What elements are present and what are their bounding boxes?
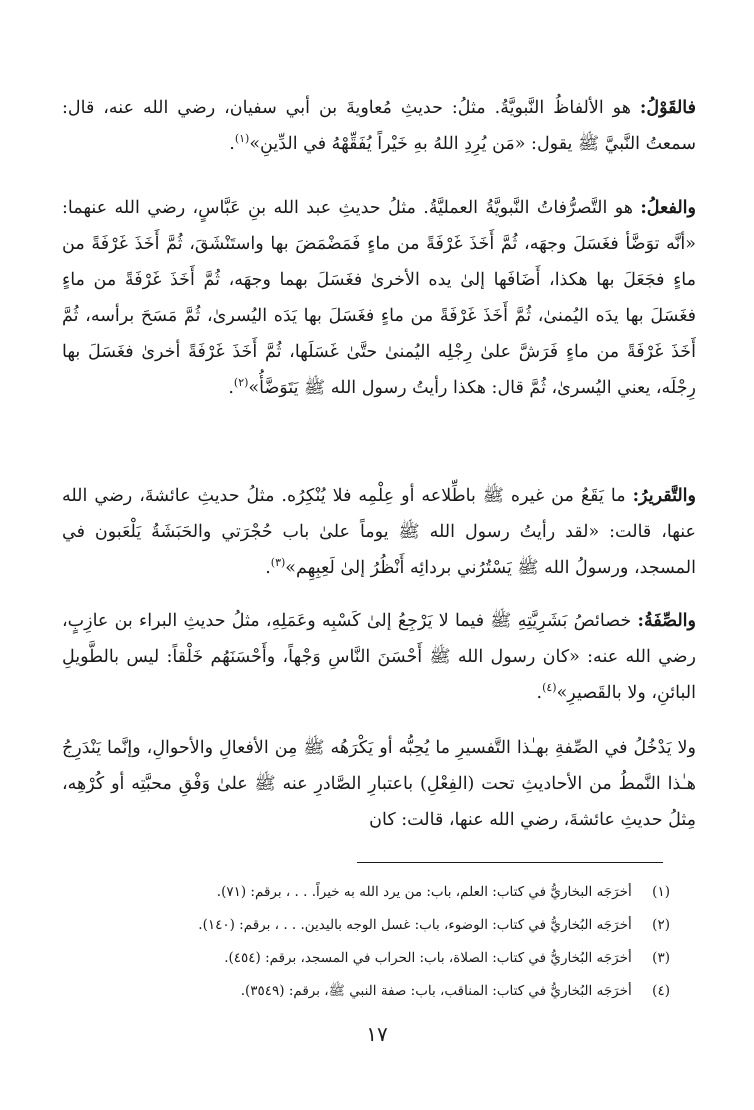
footnote-text: أخرَجَه البخاريُّ في كتاب: العلم، باب: من يرد الله به خيراً. . . ، برقم: (٧١). xyxy=(216,884,632,900)
paragraph-text: هو الألفاظُ النَّبويَّةُ. مثلُ: حديثِ مُعاويةَ بن أبي سفيان، رضي الله عنه، قال: سمعتُ النَّبيَّ ﷺ يقول: «مَن يُرِدِ اللهُ بهِ خَيْراً يُفَقِّهْهُ في الدِّينِ» xyxy=(62,98,696,154)
footnote-reference[interactable]: (٣) xyxy=(270,556,286,570)
footnote-number: (٢) xyxy=(652,917,670,933)
footnote-text: أخرَجَه البُخاريُّ في كتاب: الصلاة، باب: الحراب في المسجد، برقم: (٤٥٤). xyxy=(224,950,632,966)
paragraph-continuation xyxy=(62,730,696,838)
footnote-text: أخرَجَه البُخاريُّ في كتاب: المناقب، باب: صفة النبي ﷺ، برقم: (٣٥٤٩). xyxy=(240,983,632,999)
footnote-reference[interactable]: (١) xyxy=(234,132,250,146)
term-heading: فالقَوْلُ: xyxy=(639,98,696,118)
paragraph-text: ولا يَدْخُلُ في الصِّفةِ بهـٰذا التَّفسيرِ ما يُحِبُّه أو يَكْرَهُه ﷺ مِن الأفعالِ والأحوالِ، وإنَّما يَنْدَرِجُ هـٰذا النَّمطُ من الأحاديثِ تحت (الفِعْلِ) باعتبارِ الصَّادرِ عنه ﷺ علىٰ وَفْقِ محبَّتِه أو كُرْهِه، مِثلُ حديثِ عائشةَ، رضي الله عنها، قالت: كان xyxy=(62,738,696,830)
footnote-number: (٣) xyxy=(652,950,670,966)
paragraph-fil xyxy=(62,190,696,406)
paragraph-taqrir xyxy=(62,478,696,586)
paragraph-text: خصائصُ بَشَرِيَّتِهِ ﷺ فيما لا يَرْجِعُ إلىٰ كَسْبِه وعَمَلِهِ، مثلُ حديثِ البراء بن عازِبٍ، رضي الله عنه: «كان رسول الله ﷺ أَحْسَنَ النَّاسِ وَجْهاً، وأَحْسَنَهُم خَلْقاً: ليس بالطَّويلِ البائنِ، ولا بالقَصيرِ» xyxy=(62,611,696,703)
paragraph-end: . xyxy=(228,378,234,398)
footnote-text: أخرَجَه البُخاريُّ في كتاب: الوضوء، باب: غسل الوجه باليدين. . . ، برقم: (١٤٠). xyxy=(198,917,632,933)
footnote-divider xyxy=(357,862,663,863)
footnote-item xyxy=(70,876,670,909)
term-heading: والفعلُ: xyxy=(640,198,696,218)
paragraph-text: ما يَقَعُ من غيره ﷺ باطِّلاعه أو عِلْمِه فلا يُنْكِرُه. مثلُ حديثِ عائشةَ، رضي الله عنها، قالت: «لقد رأيتُ رسول الله ﷺ يوماً علىٰ باب حُجْرَتي والحَبَشَةُ يَلْعَبون في المسجد، ورسولُ الله ﷺ يَسْتُرُني بردائِه أَنْظُرُ إلىٰ لَعِبِهِم» xyxy=(62,486,696,578)
footnote-number: (١) xyxy=(652,884,670,900)
paragraph-end: . xyxy=(265,558,271,578)
footnote-reference[interactable]: (٢) xyxy=(233,376,249,390)
footnote-item xyxy=(70,909,670,942)
page-number: ١٧ xyxy=(366,1022,388,1046)
paragraph-end: . xyxy=(229,134,235,154)
footnote-item xyxy=(70,942,670,975)
term-heading: والتَّقريرُ: xyxy=(632,486,696,506)
footnote-item xyxy=(70,975,670,1008)
paragraph-qawl xyxy=(62,90,696,162)
paragraph-text: هو التَّصرُّفاتُ النَّبويَّةُ العمليَّةُ. مثلُ حديثِ عبد الله بنِ عَبَّاسٍ، رضي الله عنهما: «أنَّه توَضَّأ فغَسَلَ وجهَه، ثُمَّ أَخَذَ غَرْفَةً من ماءٍ فَمَضْمَضَ بها واستَنْشَقَ، ثُمَّ أَخَذَ غَرْفَةً من ماءٍ فجَعَلَ بها هكذا، أَضَافَها إلىٰ يده الأخرىٰ فغَسَلَ بهما وجهَه، ثُمَّ أَخَذَ غَرْفَةً من ماءٍ فغَسَلَ بها يدَه اليُمنىٰ، ثُمَّ أَخَذَ غَرْفَةً من ماءٍ فغَسَلَ بها يَدَه اليُسرىٰ، ثُمَّ مَسَحَ برأسه، ثُمَّ أَخَذَ غَرْفَةً من ماءٍ فَرَشَّ علىٰ رِجْلِه اليُمنىٰ حتَّىٰ غَسَلَها، ثُمَّ أَخَذَ غَرْفَةً أخرىٰ فغَسَلَ بها رِجْلَه، يعني اليُسرىٰ، ثُمَّ قال: هكذا رأيتُ رسول الله ﷺ يَتَوَضَّأُ» xyxy=(62,198,696,398)
paragraph-end: . xyxy=(536,683,543,703)
paragraph-sifa xyxy=(62,603,696,711)
footnote-reference[interactable]: (٤) xyxy=(542,681,557,695)
footnotes-section xyxy=(70,876,670,1008)
footnote-number: (٤) xyxy=(652,983,670,999)
term-heading: والصِّفَةُ: xyxy=(637,611,696,631)
